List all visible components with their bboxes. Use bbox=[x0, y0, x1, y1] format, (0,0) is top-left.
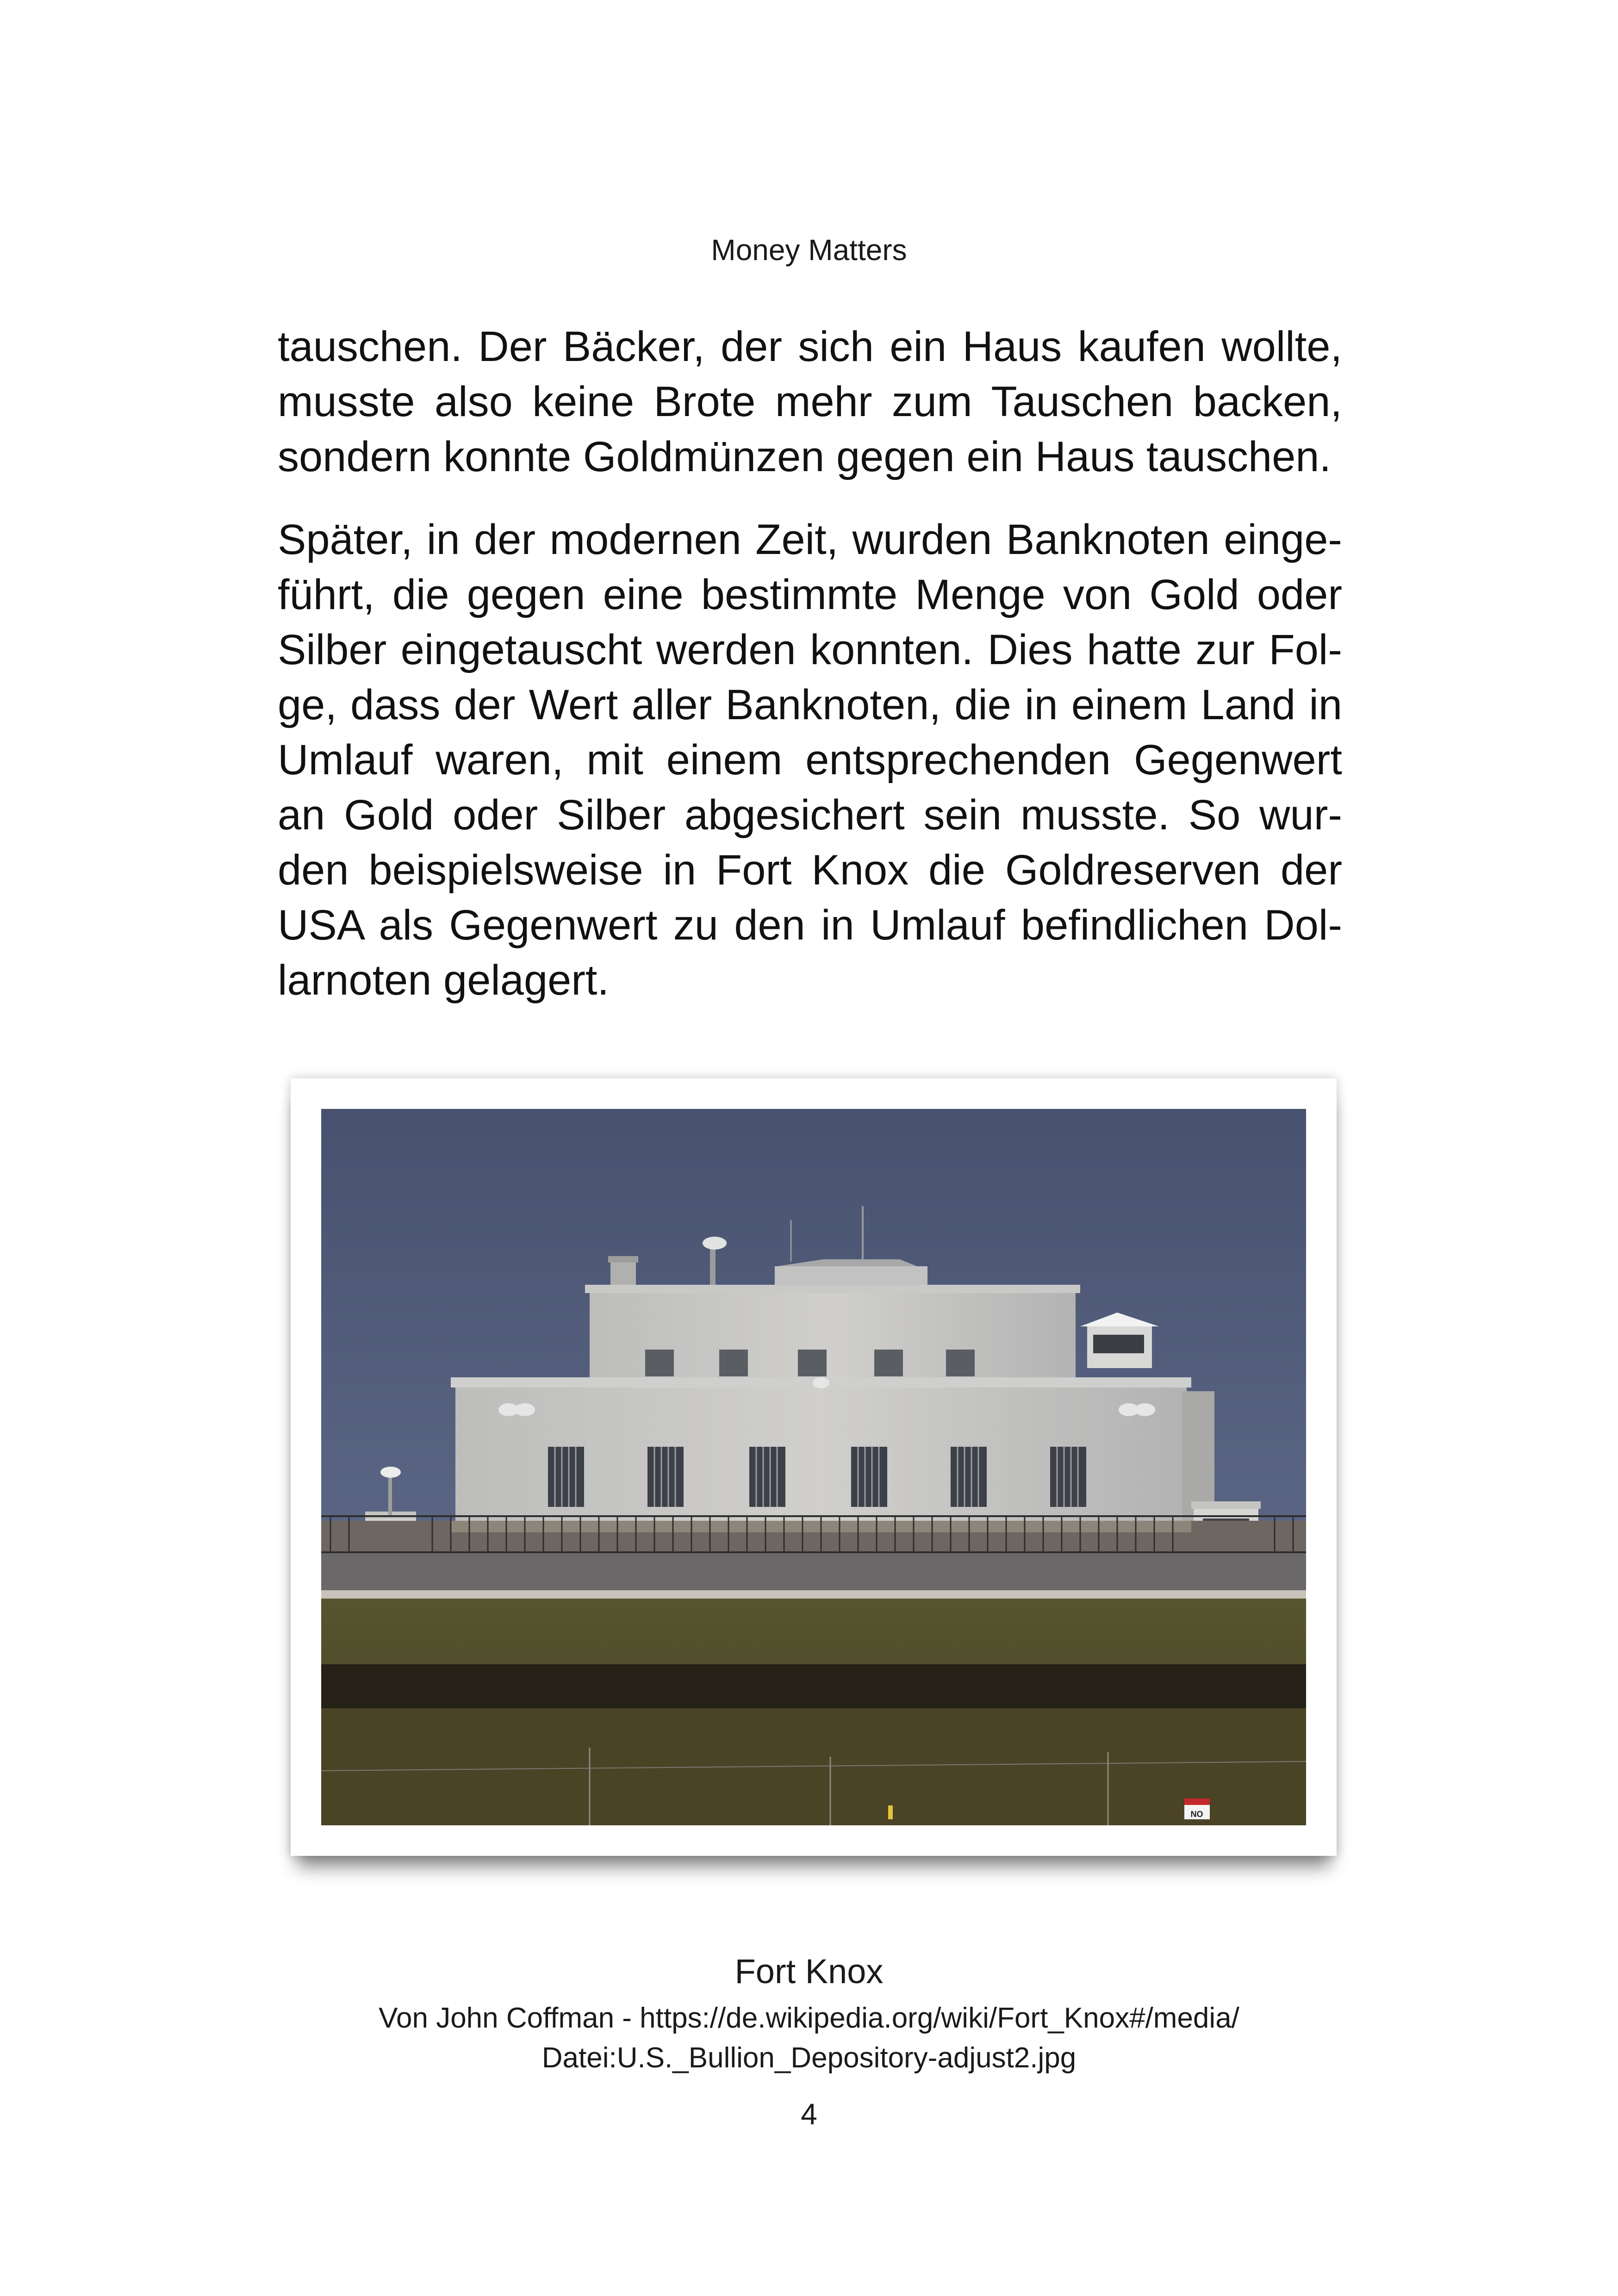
paragraph-1: tauschen. Der Bäcker, der sich ein Haus kaufen wollte, musste also keine Brote mehr zum Tauschen backen, sondern konnte Goldmünzen gegen ein Haus tauschen. bbox=[278, 323, 1342, 480]
figure-credit-line-1: Von John Coffman - https://de.wikipedia.org/wiki/Fort_Knox#/media/ bbox=[379, 2002, 1239, 2034]
figure-credit-line-2: Datei:U.S._Bullion_Depository-adjust2.jpg bbox=[541, 2042, 1077, 2074]
page-number: 4 bbox=[801, 2097, 817, 2131]
photo-frame bbox=[291, 1078, 1337, 1856]
paragraph-2: Später, in der modernen Zeit, wurden Banknoten eingeführt, die gegen eine bestimmte Menge von Gold oder Silber eingetauscht werden konnten. Dies hatte zur Folge, dass der Wert aller Banknoten, die in einem Land in Umlauf waren, mit einem entsprechenden Gegenwert an Gold oder Silber abgesichert sein musste. So wurden beispielsweise in Fort Knox die Goldreserven der USA als Gegenwert zu den in Umlauf befindlichen Dollarnoten gelagert. bbox=[278, 516, 1342, 1004]
road bbox=[321, 1553, 1306, 1590]
sign-text: NO bbox=[1190, 1810, 1203, 1819]
figure-caption-title: Fort Knox bbox=[734, 1952, 884, 1991]
figure-credit bbox=[0, 1998, 1618, 2078]
fort-knox-photo bbox=[321, 1109, 1306, 1825]
body-text bbox=[278, 319, 1342, 1008]
running-header: Money Matters bbox=[711, 233, 907, 267]
shadow-band bbox=[321, 1664, 1306, 1708]
